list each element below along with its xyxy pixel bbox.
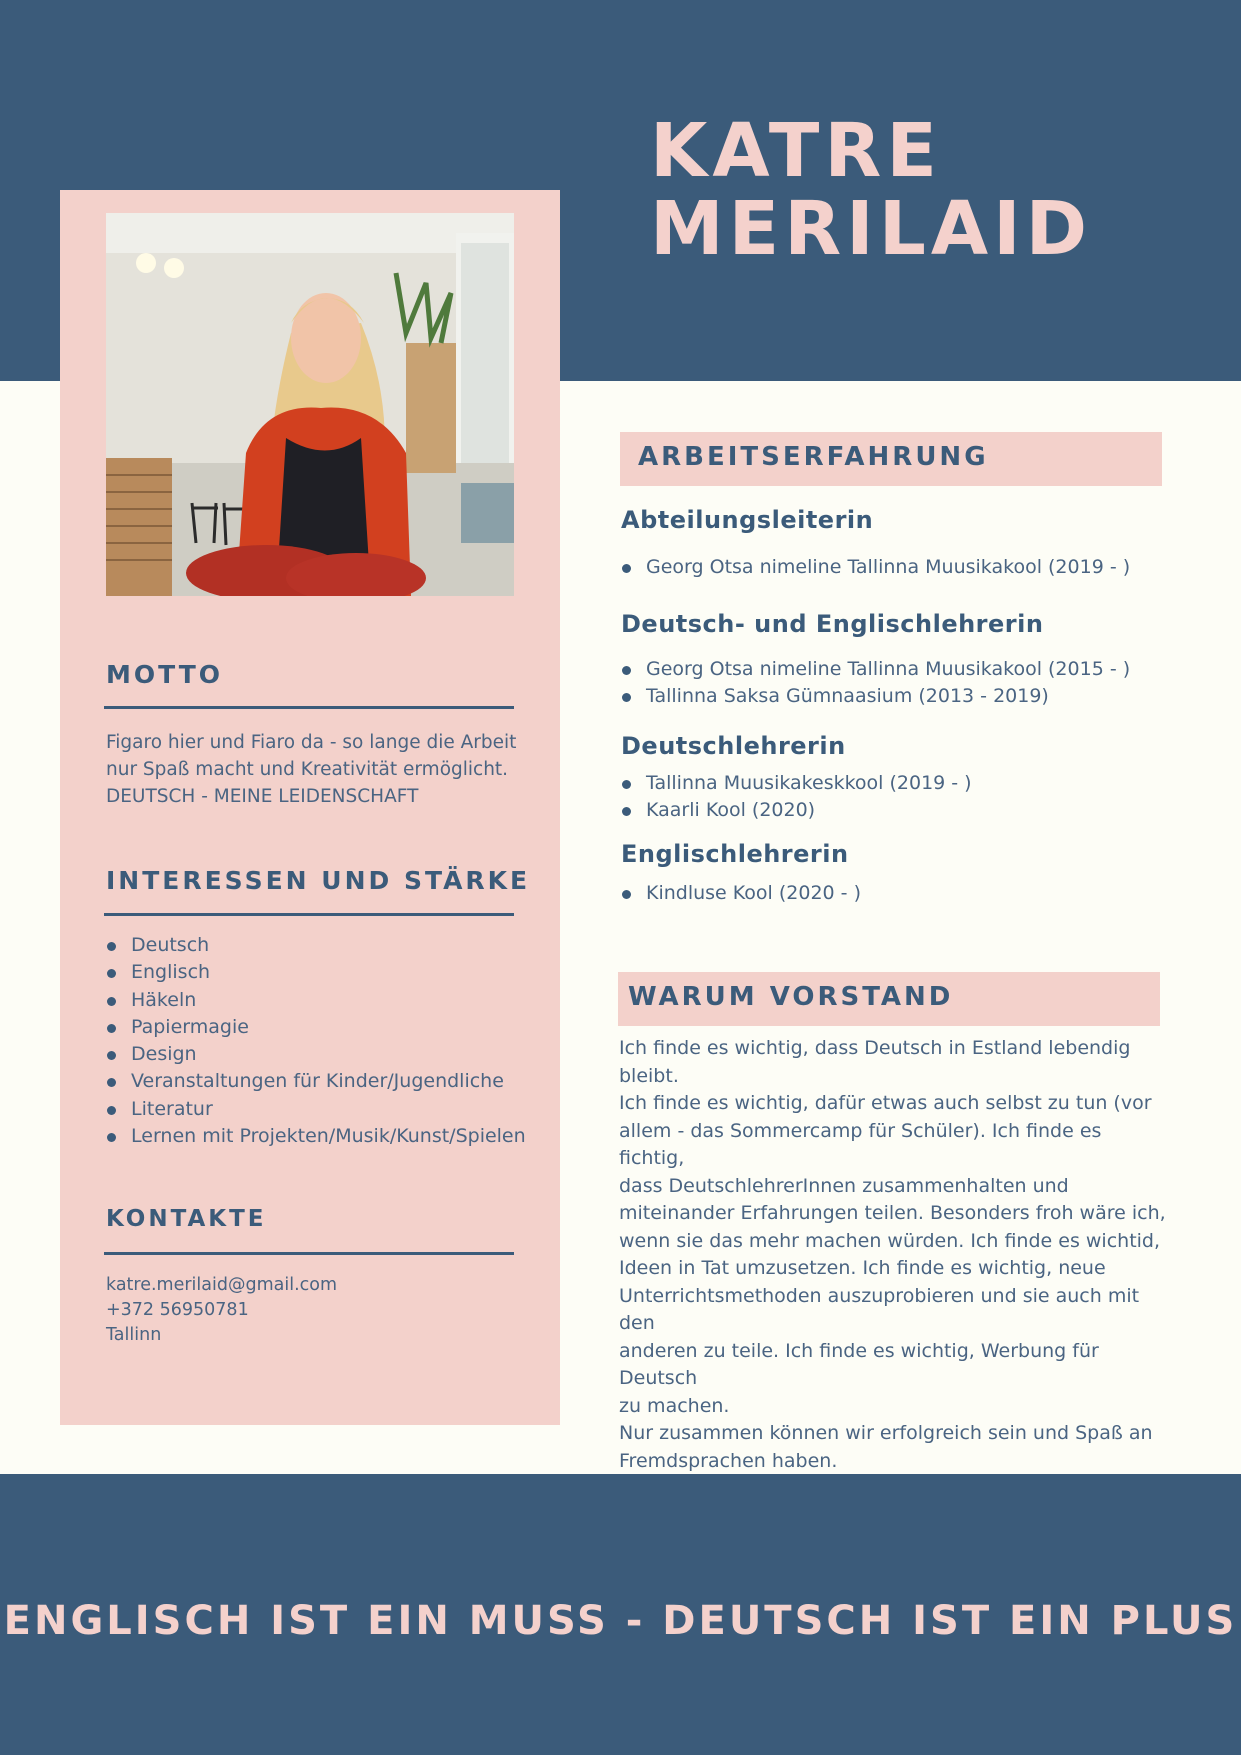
footer-slogan: ENGLISCH IST EIN MUSS - DEUTSCH IST EIN PLUS [3, 1598, 1238, 1644]
first-name: KATRE [650, 108, 942, 194]
profile-photo [106, 213, 514, 596]
bullet-icon [622, 693, 631, 702]
why-line: anderen zu teile. Ich finde es wichtig, Werbung für Deutsch [619, 1339, 1099, 1389]
job-title: Abteilungsleiterin [621, 506, 874, 534]
job-place: Tallinna Saksa Gümnaasium (2013 - 2019) [646, 685, 1049, 708]
interest-label: Lernen mit Projekten/Musik/Kunst/Spielen [131, 1125, 526, 1148]
experience-title: ARBEITSERFAHRUNG [638, 442, 989, 472]
why-text [619, 1035, 1169, 1475]
why-line: dass DeutschlehrerInnen zusammenhalten und [619, 1174, 1069, 1197]
list-item [106, 1123, 526, 1150]
job-place: Kaarli Kool (2020) [646, 799, 816, 822]
list-item [106, 1041, 526, 1068]
job-place: Georg Otsa nimeline Tallinna Muusikakool (2019 - ) [646, 556, 1131, 578]
why-line: wenn sie das mehr machen würden. Ich finde es wichtid, [619, 1229, 1161, 1252]
job-place: Kindluse Kool (2020 - ) [646, 882, 861, 904]
list-item [106, 959, 526, 986]
job-title: Deutschlehrerin [621, 732, 846, 760]
list-item [621, 797, 972, 824]
list-item [106, 987, 526, 1014]
bullet-icon [107, 969, 116, 978]
motto-line: DEUTSCH - MEINE LEIDENSCHAFT [106, 786, 419, 807]
list-item [106, 1096, 526, 1123]
motto-title: MOTTO [106, 660, 224, 689]
contacts-divider [104, 1252, 514, 1255]
interest-label: Design [131, 1043, 197, 1066]
why-line: Ideen in Tat umzusetzen. Ich finde es wichtig, neue [619, 1257, 1106, 1279]
job-places [621, 656, 1130, 711]
why-line: Unterrichtsmethoden auszuprobieren und sie auch mit den [619, 1284, 1140, 1334]
interests-title: INTERESSEN UND STÄRKE [106, 866, 531, 895]
motto-divider [104, 706, 514, 709]
motto-text [106, 729, 526, 810]
interest-label: Literatur [131, 1097, 213, 1120]
bullet-icon [107, 997, 116, 1006]
job-places [621, 770, 972, 825]
why-line: Ich finde es wichtig, dass Deutsch in Estland lebendig bleibt. [619, 1037, 1131, 1087]
bullet-icon [622, 564, 631, 573]
bullet-icon [107, 1024, 116, 1033]
interest-label: Englisch [131, 961, 211, 984]
bullet-icon [107, 1078, 116, 1087]
why-line: allem - das Sommercamp für Schüler). Ich finde es fichtig, [619, 1119, 1102, 1169]
bullet-icon [622, 807, 631, 816]
bullet-icon [107, 1133, 116, 1142]
why-line: zu machen. [619, 1394, 730, 1417]
job-places [621, 880, 861, 907]
bullet-icon [107, 942, 116, 951]
interest-label: Häkeln [131, 988, 197, 1011]
list-item [621, 554, 1130, 581]
interest-label: Papiermagie [131, 1015, 249, 1038]
interest-label: Deutsch [131, 934, 210, 956]
bullet-icon [622, 666, 631, 675]
email-link[interactable]: katre.merilaid@gmail.com [106, 1275, 338, 1295]
interests-divider [104, 913, 514, 916]
list-item [621, 880, 861, 907]
list-item [621, 770, 972, 797]
profile-photo-image [106, 213, 514, 596]
contact-details [106, 1273, 337, 1348]
why-line: Nur zusammen können wir erfolgreich sein und Spaß an [619, 1422, 1153, 1444]
list-item [106, 1014, 526, 1041]
why-line: Ich finde es wichtig, dafür etwas auch selbst zu tun (vor [619, 1092, 1152, 1114]
person-name [650, 108, 1093, 272]
city: Tallinn [106, 1325, 162, 1345]
job-title: Deutsch- und Englischlehrerin [621, 610, 1044, 638]
job-title: Englischlehrerin [621, 840, 849, 868]
phone-number: +372 56950781 [106, 1300, 249, 1320]
why-title: WARUM VORSTAND [628, 982, 954, 1012]
why-line: Fremdsprachen haben. [619, 1449, 838, 1472]
interests-list [106, 932, 526, 1150]
bullet-icon [622, 890, 631, 899]
why-header [618, 972, 1160, 1026]
job-place: Tallinna Muusikakeskkool (2019 - ) [646, 772, 972, 794]
list-item [106, 1068, 526, 1095]
list-item [106, 932, 526, 959]
interest-label: Veranstaltungen für Kinder/Jugendliche [131, 1070, 504, 1093]
list-item [621, 656, 1130, 683]
list-item [621, 683, 1130, 710]
job-place: Georg Otsa nimeline Tallinna Muusikakool (2015 - ) [646, 658, 1131, 680]
bullet-icon [107, 1051, 116, 1060]
sidebar [60, 190, 560, 1425]
motto-line: nur Spaß macht und Kreativität ermöglicht. [106, 759, 509, 780]
why-line: miteinander Erfahrungen teilen. Besonders froh wäre ich, [619, 1202, 1166, 1224]
bullet-icon [107, 1106, 116, 1115]
bullet-icon [622, 780, 631, 789]
experience-header [620, 432, 1162, 486]
job-places [621, 554, 1130, 581]
motto-line: Figaro hier und Fiaro da - so lange die Arbeit [106, 732, 517, 753]
last-name: MERILAID [650, 186, 1093, 272]
contacts-title: KONTAKTE [106, 1206, 267, 1232]
